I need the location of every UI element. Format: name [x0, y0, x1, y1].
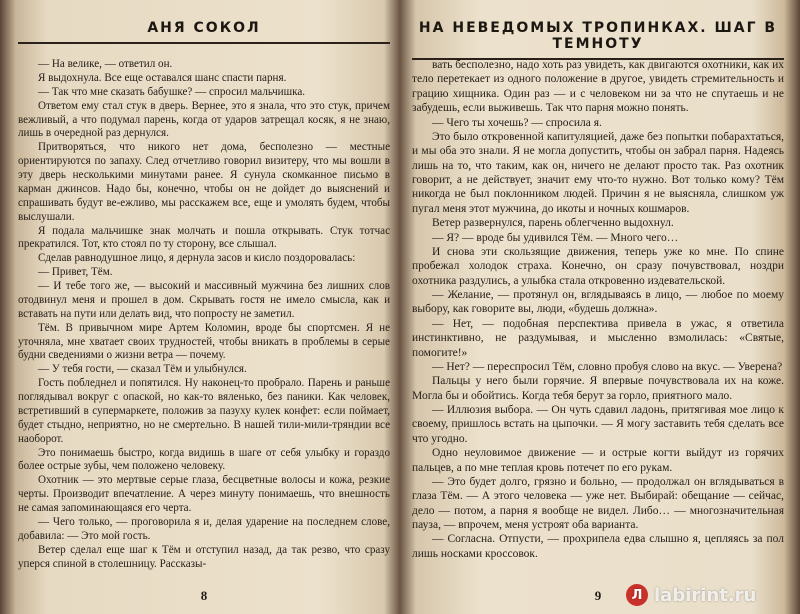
left-running-head-rule: [18, 42, 390, 44]
paragraph: Притворяться, что никого нет дома, бесполезно — местные ориентируются по запаху. След отчетливо говорил визитеру, что мы вошли в эту дверь несколькими минутами ранее. Я сунула скомканное письмо в карман джинсов. Надо бы, конечно, чтобы он не дойдет до выяснений и спрашивать будут ве-ежливо, мы расскажем все, еще и умолять будем, чтобы выслушали.: [18, 141, 390, 223]
left-page: [18, 0, 390, 614]
paragraph: Пальцы у него были горячие. Я впервые почувствовала их на коже. Могла бы и обойтись. Когда тебя берут за горло, приятного мало.: [412, 375, 784, 402]
left-page-number: 8: [200, 588, 208, 603]
paragraph: Ответом ему стал стук в дверь. Вернее, это я знала, что это стук, причем вежливый, а что подумал парень, когда от ударов затрещал косяк, я не знаю, лишь в очередной раз дернулся.: [18, 99, 390, 140]
paragraph: — У тебя гости, — сказал Тём и улыбнулся.: [38, 363, 247, 376]
paragraph: Тём. В привычном мире Артем Коломин, вроде бы спортсмен. Я не уточняла, мне хватает своих трудностей, чтобы вникать в проблемы в серые будни сведениями о жизни ветра — почему.: [18, 321, 390, 362]
right-page: [412, 0, 784, 614]
paragraph: — И тебе того же, — высокий и массивный мужчина без лишних слов отодвинул меня и прошел в дом. Скрывать гостя не имело смысла, как и вставать на пути или делать вид, что попросту не заметил.: [18, 280, 390, 320]
paragraph: Я выдохнула. Все еще оставался шанс спасти парня.: [38, 71, 287, 84]
paragraph: — Иллюзия выбора. — Он чуть сдавил ладонь, притягивая мое лицо к своему, пришлось встать на цыпочки. — Я могу заставить тебя сделать все что угодно.: [412, 404, 784, 445]
paragraph: — Я? — вроде бы удивился Тём. — Много чего…: [432, 231, 679, 244]
paragraph: И снова эти скользящие движения, теперь уже ко мне. По спине пробежал холодок страха. Конечно, он сразу почувствовал, ноздри охотника раздулись, а улыбка стала откровенно издевательской.: [412, 245, 784, 287]
paragraph: Охотник — это мертвые серые глаза, бесцветные волосы и кожа, резкие черты. Производит впечатление. А через минуту понимаешь, что внешность не самая запоминающаяся его черта.: [18, 474, 390, 514]
paragraph: — Это будет долго, грязно и больно, — продолжал он вглядываться в глаза Тём. — А этого человека — уже нет. Выбирай: обещание — сейчас, дело — потом, а парня я вообще не видел. Либо… — многозначительная пауза, — впрочем, меня устроят оба варианта.: [412, 475, 784, 531]
paragraph: — На велике, — ответил он.: [38, 58, 173, 70]
left-page-text: [18, 58, 390, 571]
paragraph: Я подала мальчишке знак молчать и пошла открывать. Стук тотчас прекратился. Тот, кто стоял по ту сторону, все слышал.: [18, 224, 390, 251]
paragraph: Это понимаешь быстро, когда видишь в шаге от себя улыбку и гораздо более острые зубы, чем положено человеку.: [18, 446, 390, 473]
paragraph: — Чего только, — проговорила я и, делая ударение на последнем слове, добавила: — Это мой гость.: [18, 515, 390, 542]
paragraph: Гость побледнел и попятился. Ну наконец-то пробрало. Парень и раньше поглядывал вокруг с опаской, но как-то вяленько, без паники. Как человек, встретивший в супермаркете, положив за пазуху кулек конфет: если поймает, будет стыдно, неприятно, но не смертельно. В нашей тили-мили-тряндии все наоборот.: [18, 377, 390, 445]
paragraph: — Чего ты хочешь? — спросила я.: [432, 116, 602, 129]
paragraph: — Так что мне сказать бабушке? — спросил мальчишка.: [38, 85, 306, 98]
right-running-head-text: НА НЕВЕДОМЫХ ТРОПИНКАХ. ШАГ В ТЕМНОТУ: [418, 20, 778, 52]
right-running-head: [412, 20, 784, 60]
paragraph: Сделав равнодушное лицо, я дернула засов и кисло поздоровалась:: [38, 252, 356, 265]
paragraph: вать бесполезно, надо хоть раз увидеть, как двигаются охотники, как их тело перетекает из одного положение в другое, увидеть стремительность и грацию хищника. Один раз — и с человеком ни за что не спутаешь и не забудешь, если выживешь. Так что парня можно понять.: [412, 59, 784, 115]
right-page-text: [412, 58, 784, 561]
paragraph: — Привет, Тём.: [38, 266, 113, 279]
watermark: [626, 582, 796, 608]
watermark-text: labirint.ru: [654, 584, 757, 606]
right-page-number: 9: [594, 588, 602, 603]
paragraph: Одно неуловимое движение — и острые когти выйдут из горячих пальцев, а по мне теплая кровь потечет по его рукам.: [412, 447, 784, 474]
paragraph: Это было откровенной капитуляцией, даже без попытки побарахтаться, и мы оба это знали. Я не могла допустить, чтобы он забрал парня. Надеясь лишь на то, что таким, как он, ничего не делают просто так. Раз охотник говорит, а не действует, значит ему что-то нужно. Вот только кому? Тём никогда не был поклонником людей. Причин я не выясняла, слишком уж пугал меня этот мужчина, до икоты и ночных кошмаров.: [412, 130, 784, 215]
paragraph: — Нет? — переспросил Тём, словно пробуя слово на вкус. — Уверена?: [432, 360, 783, 373]
paragraph: — Согласна. Отпусти, — прохрипела едва слышно я, цепляясь за пол лишь носками кроссовок.: [412, 533, 784, 560]
paragraph: Ветер сделал еще шаг к Тём и отступил назад, да так резво, что сразу уперся спиной в столешницу. Рассказы-: [18, 543, 390, 570]
left-running-head-text: АНЯ СОКОЛ: [147, 20, 261, 36]
left-running-head: [18, 20, 390, 44]
paragraph: Ветер развернулся, парень облегченно выдохнул.: [432, 217, 674, 230]
paragraph: — Желание, — протянул он, вглядываясь в лицо, — любое по моему выбору, как говорите вы, люди, «будешь должна».: [412, 289, 784, 316]
watermark-logo-icon: Л: [626, 584, 648, 606]
paragraph: — Нет, — подобная перспектива привела в ужас, я ответила инстинктивно, не раздумывая, и мысленно взмолилась: «Святые, помогите!»: [412, 317, 784, 359]
